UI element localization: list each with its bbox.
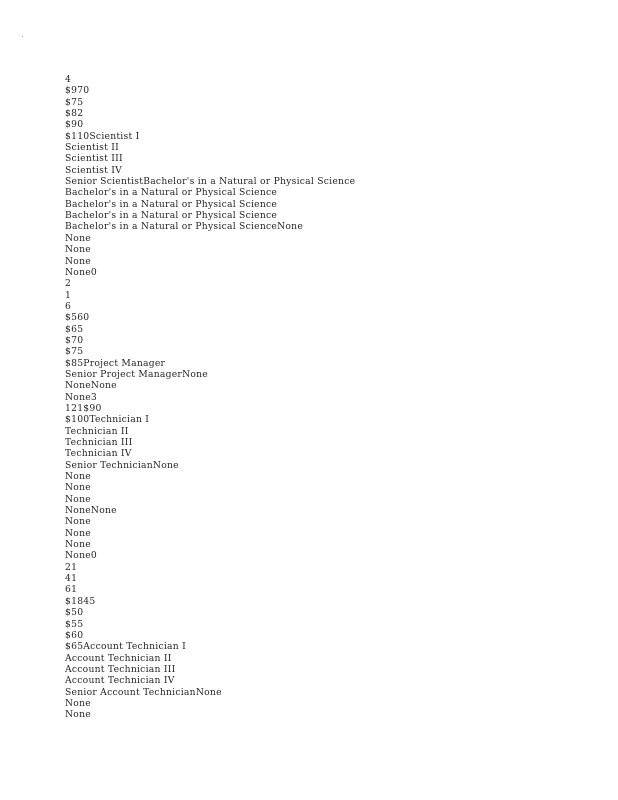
text-line: Bachelor's in a Natural or Physical Science xyxy=(65,198,278,210)
text-line: None xyxy=(65,516,91,528)
text-line: None0 xyxy=(65,550,98,562)
text-line: 41 xyxy=(65,573,78,585)
text-line: $75 xyxy=(65,346,84,358)
text-line: $110Scientist I xyxy=(65,130,140,142)
text-line: 61 xyxy=(65,584,78,596)
text-line: Scientist III xyxy=(65,153,123,165)
text-line: 1 xyxy=(65,289,72,301)
text-line: None xyxy=(65,697,91,709)
text-line: NoneNone xyxy=(65,380,117,392)
text-line: Senior TechnicianNone xyxy=(65,459,179,471)
text-line: None xyxy=(65,539,91,551)
text-line: None xyxy=(65,244,91,256)
text-line: Bachelor's in a Natural or Physical Science xyxy=(65,187,278,199)
text-line: $90 xyxy=(65,119,84,131)
text-line: None xyxy=(65,471,91,483)
text-line: None xyxy=(65,493,91,505)
text-line: $75 xyxy=(65,96,84,108)
text-line: $82 xyxy=(65,108,84,120)
text-line: $85Project Manager xyxy=(65,357,166,369)
text-line: Technician III xyxy=(65,437,133,448)
text-line: Senior ScientistBachelor's in a Natural or Physical Science xyxy=(65,176,356,188)
text-line: $65 xyxy=(65,323,84,335)
text-line: 21 xyxy=(65,561,78,573)
text-line: 4 xyxy=(65,74,72,85)
text-line: Bachelor's in a Natural or Physical Science xyxy=(65,210,278,222)
text-line: Account Technician II xyxy=(65,652,172,664)
text-line: None xyxy=(65,709,91,721)
text-line: 6 xyxy=(65,300,72,312)
text-line: None0 xyxy=(65,266,98,278)
text-line: 2 xyxy=(65,278,72,290)
text-line: None xyxy=(65,255,91,267)
text-line: $65Account Technician I xyxy=(65,641,186,653)
text-line: $70 xyxy=(65,334,84,346)
text-line: NoneNone xyxy=(65,505,117,517)
text-line: Technician II xyxy=(65,425,129,437)
text-line: Senior Project ManagerNone xyxy=(65,368,208,380)
text-line: Account Technician IV xyxy=(65,675,175,687)
text-line: $560 xyxy=(65,312,90,324)
text-line: 121$90 xyxy=(65,402,102,414)
text-line: None xyxy=(65,527,91,539)
text-lines xyxy=(65,74,355,721)
text-line: None3 xyxy=(65,391,98,403)
text-line: Senior Account TechnicianNone xyxy=(65,686,222,698)
text-line: Technician IV xyxy=(65,448,132,460)
text-line: $50 xyxy=(65,607,84,619)
text-line: None xyxy=(65,482,91,494)
text-line: Scientist IV xyxy=(65,164,122,176)
text-line: $1845 xyxy=(65,595,96,607)
scan-speck xyxy=(22,36,23,37)
text-line: Account Technician III xyxy=(65,663,176,675)
text-line: $60 xyxy=(65,629,84,641)
text-line: None xyxy=(65,232,91,244)
text-line: $100Technician I xyxy=(65,414,150,426)
text-line: $55 xyxy=(65,618,84,630)
text-line: Bachelor's in a Natural or Physical ScienceNone xyxy=(65,221,304,233)
text-line: $970 xyxy=(65,85,90,97)
text-line: Scientist II xyxy=(65,142,119,154)
